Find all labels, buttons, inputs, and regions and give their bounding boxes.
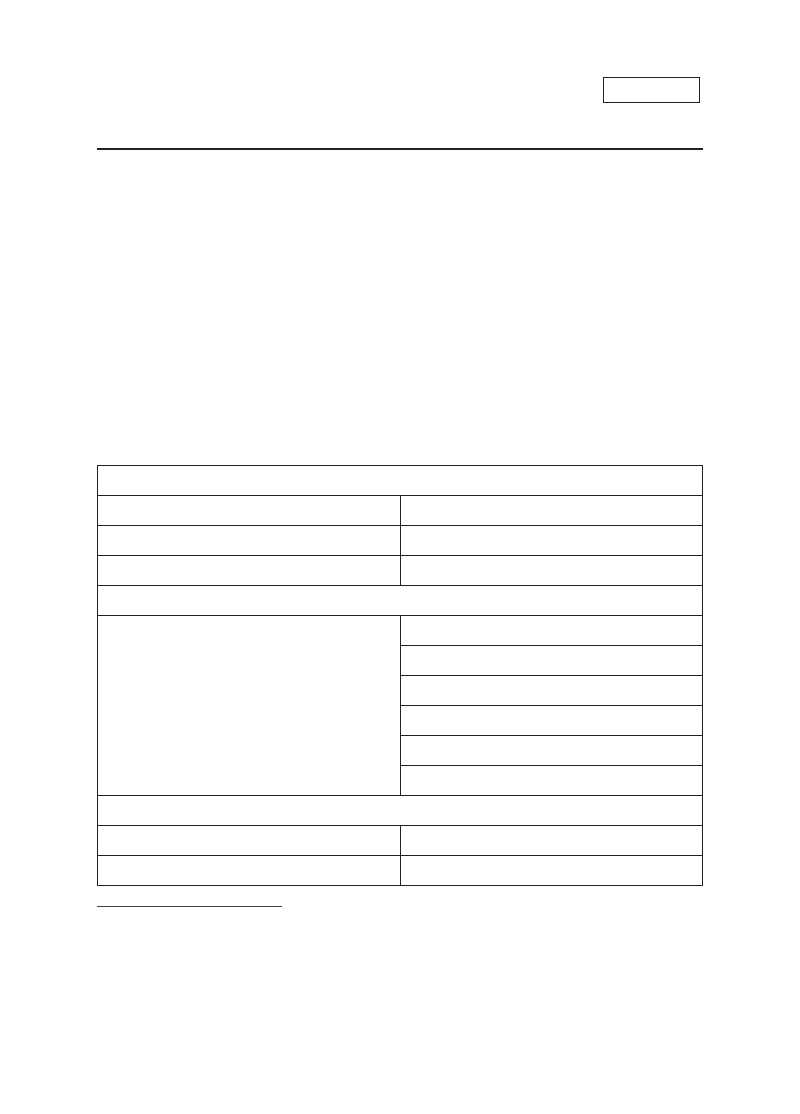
- pillars-item: [400, 646, 703, 676]
- pillars-goal: [400, 616, 703, 646]
- pillars-item: [400, 766, 703, 796]
- row-label: [98, 556, 401, 586]
- row-content: [400, 856, 703, 886]
- pillars-label: [98, 616, 401, 796]
- pillars-item: [400, 676, 703, 706]
- footnote-line: [97, 914, 707, 935]
- pillars-item: [400, 736, 703, 766]
- row-content: [400, 556, 703, 586]
- table-header-integrated-construction: [98, 586, 703, 616]
- header-tag: [603, 77, 700, 103]
- footnote-divider: [97, 906, 282, 907]
- row-label: [98, 526, 401, 556]
- row-content: [400, 526, 703, 556]
- legal-system-table: [97, 148, 703, 150]
- rule-of-law-table: [97, 465, 703, 886]
- blank-label-cell: [98, 149, 171, 150]
- footnotes: [97, 914, 707, 935]
- row-content: [400, 496, 703, 526]
- pillars-item: [400, 706, 703, 736]
- row-label: [98, 826, 401, 856]
- row-label: [98, 496, 401, 526]
- row-content: [400, 826, 703, 856]
- row-label: [98, 856, 401, 886]
- legal-system-content-cell: [171, 149, 703, 150]
- table-header-joint-advance: [98, 466, 703, 496]
- basic-requirements-header: [98, 796, 703, 826]
